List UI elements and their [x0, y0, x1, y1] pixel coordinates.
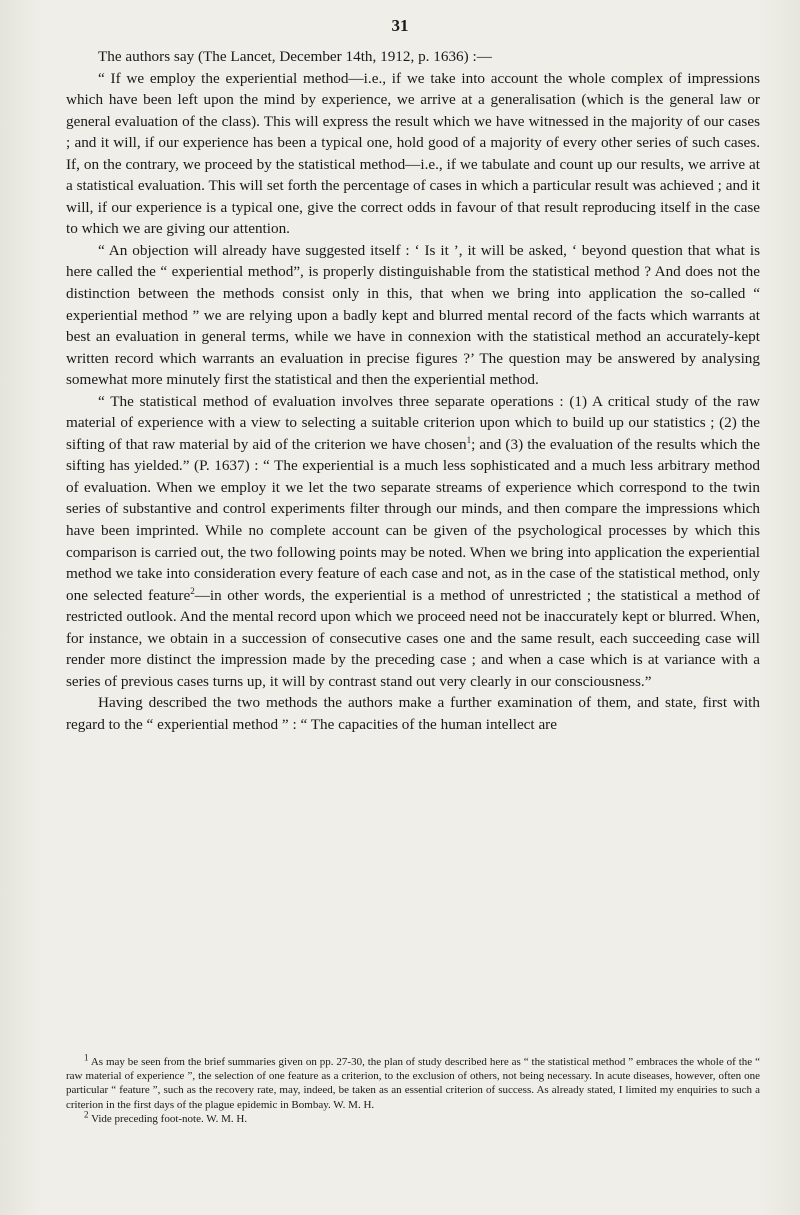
intro-paragraph: The authors say (The Lancet, December 14th, 1912, p. 1636) :—	[98, 48, 492, 65]
footnote-2	[66, 1109, 760, 1126]
footnote-1	[66, 1052, 760, 1112]
quote-paragraph-3	[66, 391, 760, 693]
closing-paragraph: Having described the two methods the authors make a further examination of them, and state, first with regard to the “ experiential method ” : “ The capacities of the human intellect are	[66, 694, 760, 733]
quote-paragraph-3-part-b: ; and (3) the evaluation of the results which the sifting has yielded.” (P. 1637) : “ The experiential is a much less sophisticated and a much less arbitrary method of evaluation. When we employ it we let the two separate streams of experience which correspond to the twin series of substantive and control experiments filter through our minds, and then compare the impressions which have been imprinted. While no complete account can be given of the psychological processes by which this comparison is carried out, the two following points may be noted. When we bring into application the experiential method we take into consideration every feature of each case and not, as in the case of the statistical method, only one selected feature	[66, 435, 761, 604]
footnote-text: Vide preceding foot-note. W. M. H.	[91, 1112, 248, 1125]
footnote-ref-2: 2	[190, 585, 195, 596]
page-number: 31	[391, 16, 409, 35]
quote-paragraph-3-part-c: —in other words, the experiential is a method of unrestricted ; the statistical a method of restricted outlook. And the mental record upon which we proceed need not be inaccurately kept or blurred. When, for instance, we obtain in a succession of consecutive cases one and the same result, each succeeding case will render more distinct the impression made by the preceding case ; and when a case which is at variance with a series of previous cases turns up, it will by contrast stand out very clearly in our consciousness.”	[66, 586, 760, 690]
footnote-ref-1: 1	[466, 434, 472, 445]
footnote-marker: 1	[84, 1052, 89, 1063]
quote-paragraph-3-part-a: “ The statistical method of evaluation involves three separate operations : (1) A critical study of the raw material of experience with a view to selecting a suitable criterion upon which to build up our statistics ; (2) the sifting of that raw material by aid of the criterion we have chosen	[66, 392, 760, 453]
footnotes	[66, 1052, 760, 1126]
quote-paragraph-2: “ An objection will already have suggested itself : ‘ Is it ’, it will be asked, ‘ beyond question that what is here called the “ experiential method”, is properly distinguishable from the statistical method ? And does not the distinction between the methods consist only in this, that when we bring into application the so-called “ experiential method ” we are relying upon a badly kept and blurred mental record of the facts which warrants at best an evaluation in general terms, while we have in connexion with the statistical method an accurately-kept written record which warrants an evaluation in precise figures ?’ The question may be answered by analysing somewhat more minutely first the statistical and then the experiential method.	[66, 241, 760, 389]
footnote-marker: 2	[84, 1109, 89, 1120]
footnote-text: As may be seen from the brief summaries given on pp. 27-30, the plan of study described here as “ the statistical method ” embraces the whole of the “ raw material of experience ”, the selection of one feature as a criterion, to the exclusion of others, not being necessary. In acute diseases, however, often one particular “ feature ”, such as the recovery rate, may, indeed, be taken as an essential criterion of success. As already stated, I limited my enquiries to such a criterion in the first days of the plague epidemic in Bombay. W. M. H.	[66, 1056, 760, 1111]
body-text	[66, 46, 760, 736]
quote-paragraph-1: “ If we employ the experiential method—i.e., if we take into account the whole complex of impressions which have been left upon the mind by experience, we arrive at a generalisation (which is the general law or general evaluation of the class). This will express the result which we have witnessed in the majority of our cases ; and it will, if our experience has been a typical one, hold good of a majority of every other series of such cases. If, on the contrary, we proceed by the statistical method—i.e., if we tabulate and count up our results, we arrive at a statistical evaluation. This will set forth the percentage of cases in which a particular result was achieved ; and it will, if our experience is a typical one, give the correct odds in favour of that result reproducing itself in the case to which we are giving our attention.	[66, 69, 760, 238]
